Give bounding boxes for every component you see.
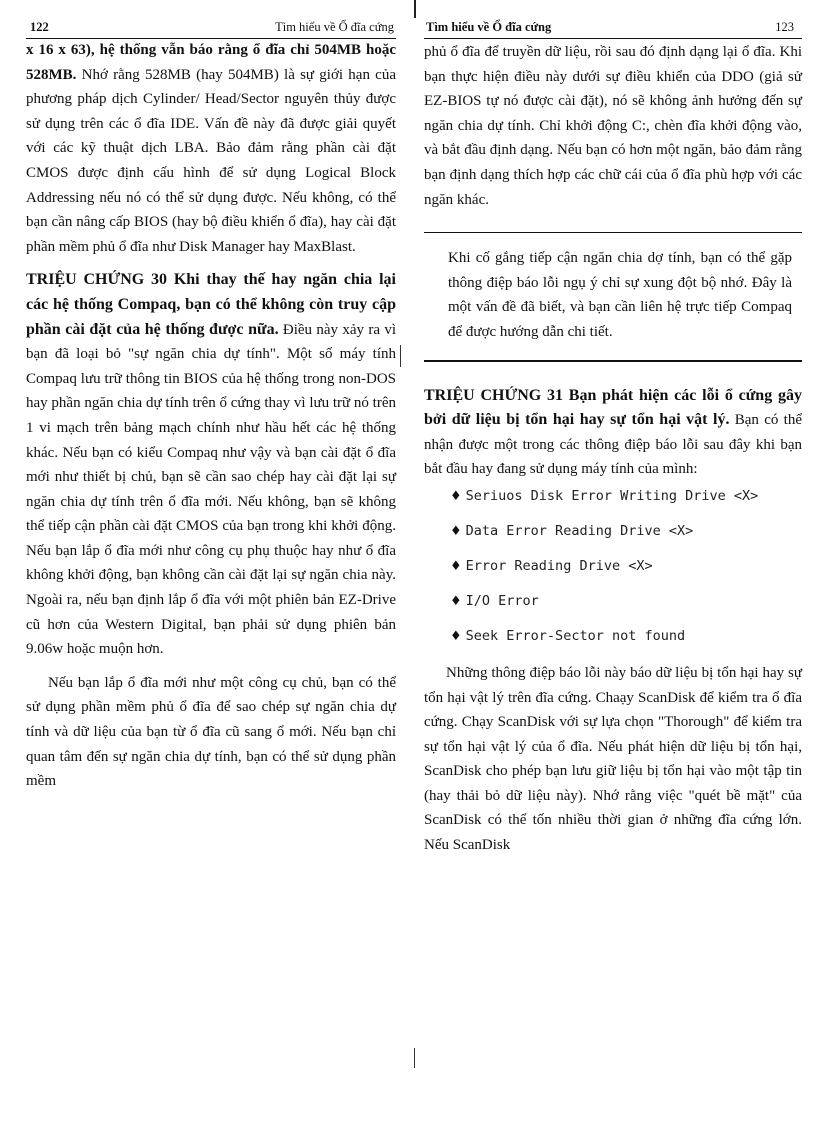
running-title: Tìm hiểu về Ổ đĩa cứng — [275, 20, 394, 34]
bold-lead: x 16 x 63), hệ thống vẫn báo rằng ổ đĩa chỉ 504MB hoặc 528MB. — [26, 42, 396, 83]
left-page-body — [26, 38, 396, 794]
error-message-text: I/O Error — [465, 592, 539, 609]
page-number: 122 — [30, 20, 49, 34]
diamond-bullet-icon: ♦ — [450, 488, 462, 504]
error-message-item — [450, 626, 802, 647]
error-message-item — [450, 591, 802, 612]
diamond-bullet-icon: ♦ — [450, 523, 462, 539]
paragraph — [26, 38, 396, 259]
gutter-mark — [400, 345, 401, 367]
paragraph-text: Điều này xảy ra vì bạn đã loại bỏ "sự ngăn chia dự tính". Một số máy tính Compaq lưu trữ thông tin BIOS của hệ thống trong non-DOS hay phần ngăn chia dự tính trên ổ cứng thay vì lưu trữ nó trên 1 vi mạch trên bảng mạch chính như hầu hết các hệ thống khác. Nếu bạn có kiểu Compaq như vậy và bạn cài đặt ổ đĩa mới như thiết bị chủ, bạn sẽ cần sao chép hay cài đặt lại sự ngăn chia dự tính trên ổ đĩa mới. Nếu không, bạn sẽ không thể tiếp cận phần cài đặt CMOS của bạn trong khi khởi động. Nếu bạn lắp ổ đĩa mới như công cụ phụ thuộc hay như ổ đĩa không khởi động, bạn không cần cài đặt lại sự ngăn chia này. Ngoài ra, nếu bạn định lắp ổ đĩa với một phiên bản EZ-Drive cũ hơn của Western Digital, bạn phải sử dụng phiên bản 9.06w hoặc muộn hơn. — [26, 321, 396, 658]
symptom-31 — [424, 384, 802, 482]
note-box — [424, 232, 802, 361]
paragraph-text: Nhớ rằng 528MB (hay 504MB) là sự giới hạn của phương pháp dịch Cylinder/ Head/Sector nguyên thủy được sử dụng trên các ổ đĩa IDE. Vấn đề này đã được giải quyết với các kỹ thuật dịch LBA. Bảo đảm rằng phần cài đặt CMOS được định cấu hình để sử dụng Logical Block Addressing nếu nó có thể sử dụng được. Nếu không, có thể bạn cần nâng cấp BIOS (hay bộ điều khiển ổ đĩa), hay cài đặt phần mềm phủ ổ đĩa như Disk Manager hay MaxBlast. — [26, 66, 396, 255]
symptom-30 — [26, 268, 396, 662]
right-page-body — [424, 40, 802, 858]
diamond-bullet-icon: ♦ — [450, 558, 462, 574]
error-message-text: Seek Error-Sector not found — [465, 627, 686, 644]
diamond-bullet-icon: ♦ — [450, 593, 462, 609]
error-message-list — [424, 486, 802, 647]
paragraph: phủ ổ đĩa để truyền dữ liệu, rồi sau đó định dạng lại ổ đĩa. Khi bạn thực hiện điều này dưới sự điều khiển của DDO (giả sử EZ-BIOS tự nó được cài đặt), nó sẽ không ảnh hưởng đến sự ngăn chia dự tính. Chỉ khởi động C:, chèn đĩa khởi động vào, và bắt đầu định dạng. Nếu bạn có hơn một ngăn, bảo đảm rằng bạn định dạng thích hợp các chữ cái của ổ đĩa phù hợp với các ngăn khác. — [424, 44, 802, 208]
page-number: 123 — [775, 20, 794, 34]
left-page — [26, 0, 396, 1123]
running-head — [26, 16, 396, 39]
error-message-item — [450, 556, 802, 577]
running-head — [424, 16, 802, 39]
diamond-bullet-icon: ♦ — [450, 628, 462, 644]
error-message-item — [450, 521, 802, 542]
note-text: Khi cố gắng tiếp cận ngăn chia dợ tính, bạn có thể gặp thông điệp báo lỗi ngụ ý chỉ sự xung đột bộ nhớ. Đây là một vấn đề đã biết, và bạn cần liên hệ trực tiếp Compaq để được hướng dẫn chi tiết. — [448, 250, 792, 340]
symptom-heading: TRIỆU CHỨNG 31 Bạn phát hiện các lỗi ổ cứng gây bởi dữ liệu bị tổn hại hay sự tổn hại vật lý. — [424, 386, 802, 429]
paragraph: Những thông điệp báo lỗi này báo dữ liệu bị tổn hại hay sự tổn hại vật lý trên đĩa cứng. Chaạy ScanDisk để kiểm tra ổ đĩa cứng. Chạy ScanDisk với sự lựa chọn "Thorough" để kiểm tra sự tổn hại vật lý của ổ đĩa. Nếu phát hiện dữ liệu bị tổn hại, ScanDisk cho phép bạn lưu giữ liệu bị tổn hại vào một tập tin (hay thải bỏ dữ liệu này). Nhớ rằng việc "quét bề mặt" của ScanDisk có thể tốn nhiều thời gian ở những đĩa cứng lớn. Nếu ScanDisk — [424, 664, 802, 854]
error-message-text: Data Error Reading Drive <X> — [465, 522, 694, 539]
error-message-item — [450, 486, 802, 507]
page-gutter-line — [414, 0, 416, 18]
symptom-heading: TRIỆU CHỨNG 30 Khi thay thế hay ngăn chia lại các hệ thống Compaq, bạn có thể không còn truy cập phần cài đặt của hệ thống được nữa. — [26, 271, 396, 338]
paragraph: Nếu bạn lắp ổ đĩa mới như một công cụ chủ, bạn có thể sử dụng phần mềm phủ ổ đĩa để sao chép sự ngăn chia dự tính và dữ liệu của bạn từ ổ đĩa cũ sang ổ mới. Nếu bạn chỉ quan tâm đến sự ngăn chia dự tính, bạn có thể sử dụng phần mềm — [26, 674, 396, 790]
right-page — [424, 0, 802, 1123]
gutter-mark — [414, 1048, 415, 1068]
paragraph-text: Bạn có thể nhận được một trong các thông điệp báo lỗi sau đây khi bạn bắt đầu hay đang sử dụng máy tính của mình: — [424, 412, 802, 478]
running-title: Tìm hiểu về Ổ đĩa cứng — [426, 20, 552, 34]
error-message-text: Error Reading Drive <X> — [465, 557, 653, 574]
error-message-text: Seriuos Disk Error Writing Drive <X> — [465, 487, 759, 504]
